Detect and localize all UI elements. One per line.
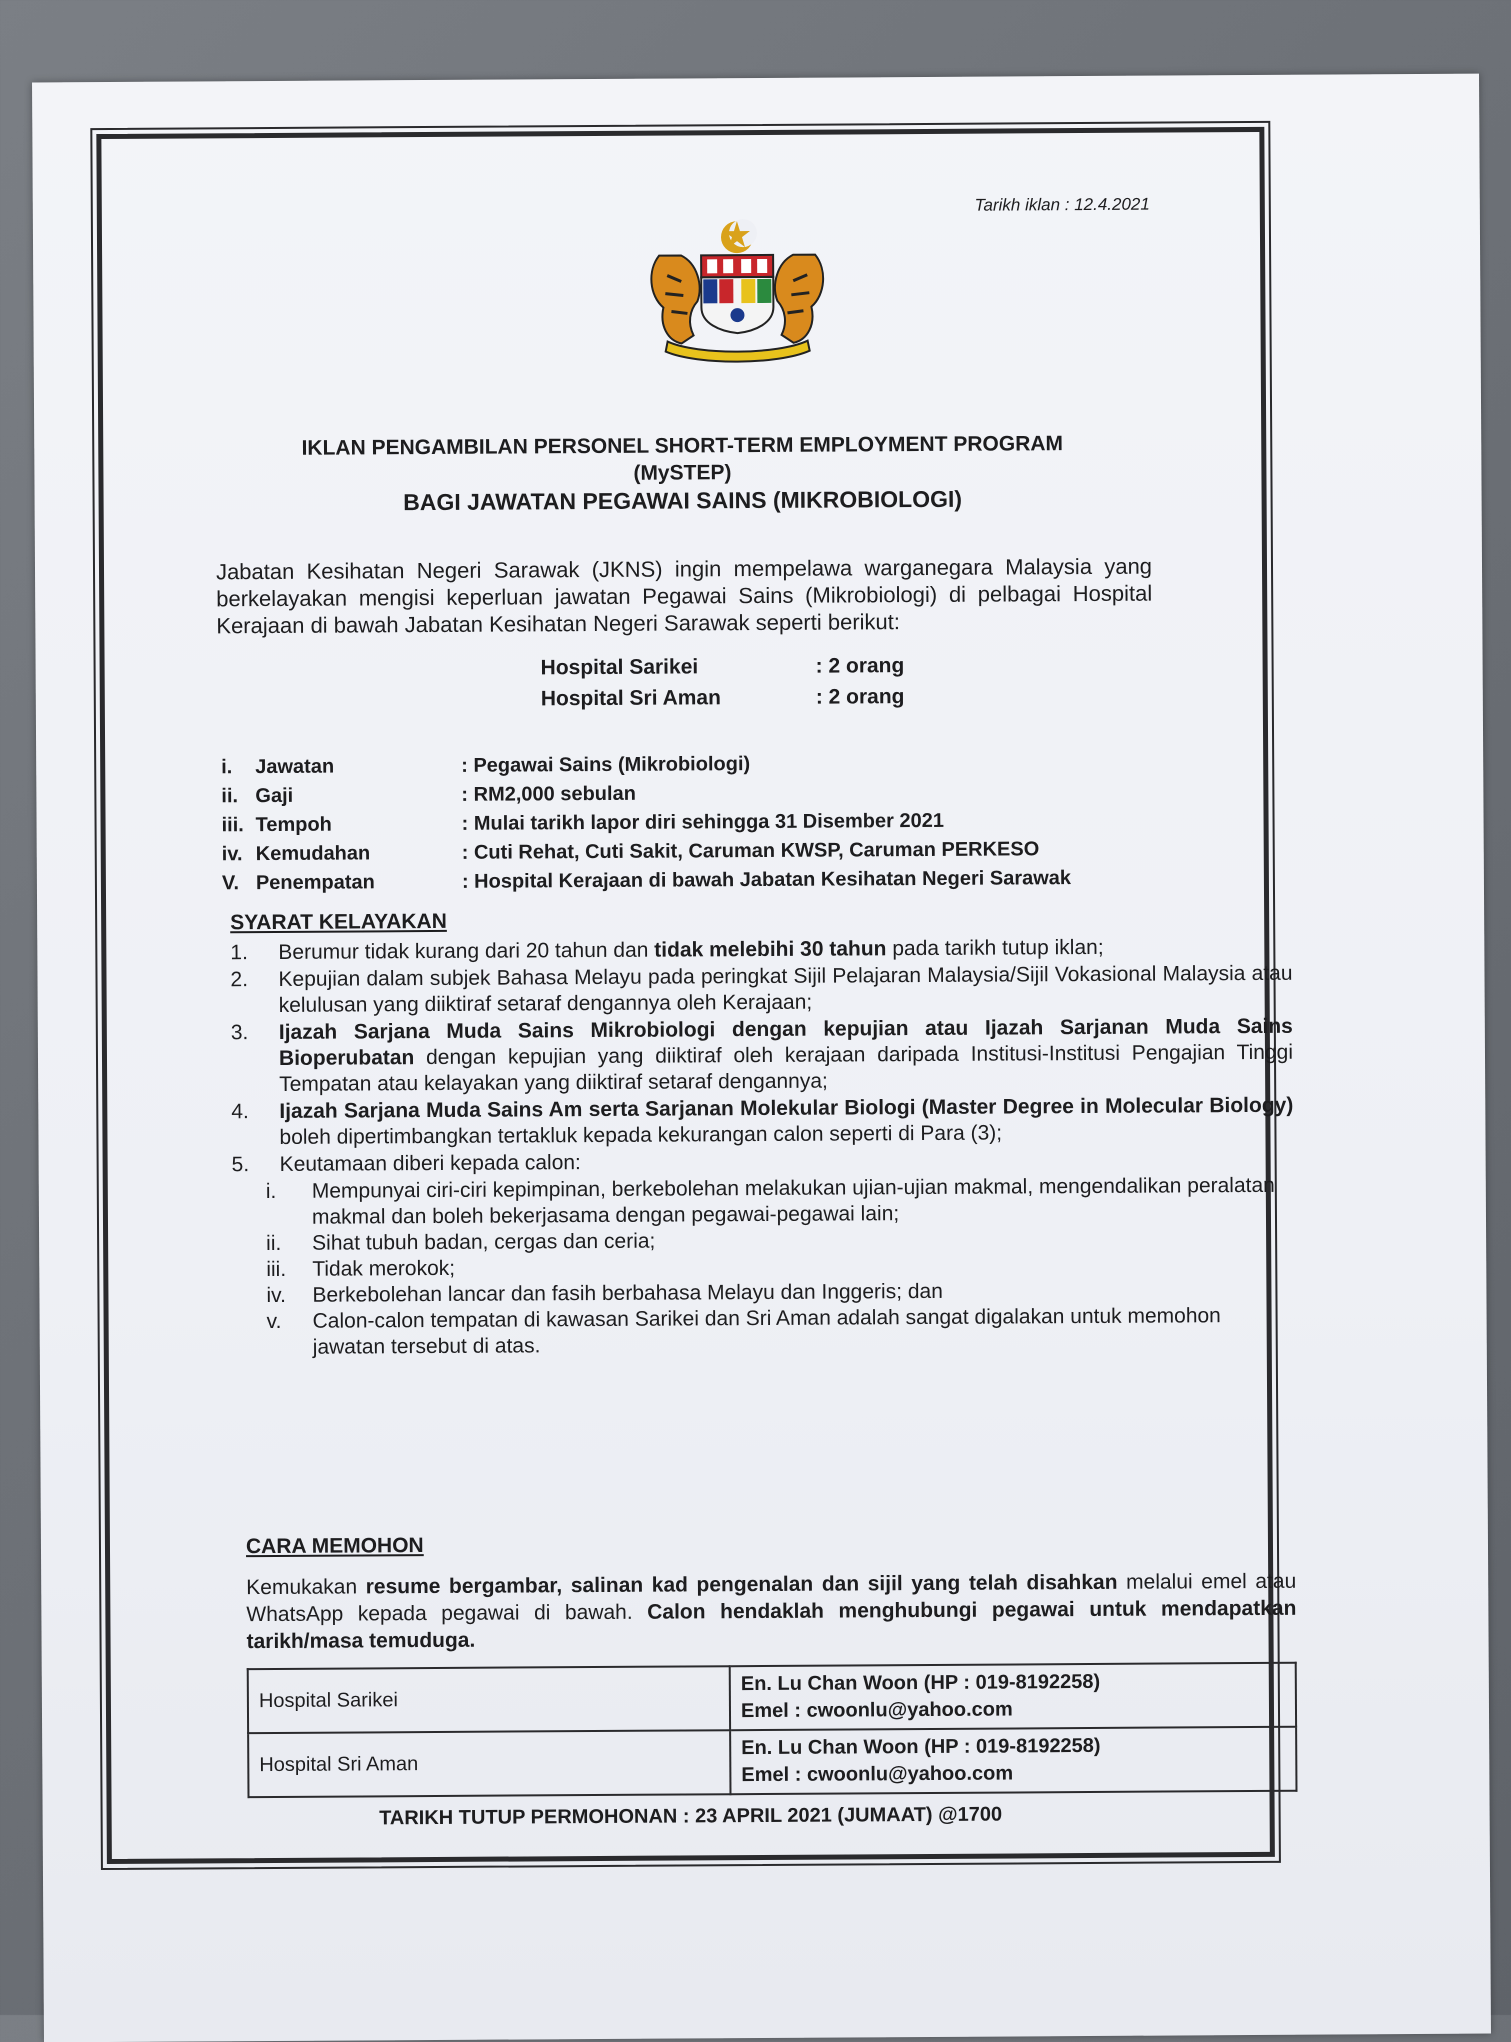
hospital-name: Hospital Sri Aman [540,686,721,711]
item-text-tail: boleh dipertimbangkan tertakluk kepada kekurangan calon seperti di Para (3); [279,1121,1003,1149]
apply-text-bold: resume bergambar, salinan kad pengenalan dan sijil yang telah disahkan [365,1570,1118,1599]
info-number: ii. [221,785,239,808]
item-text: Berumur tidak kurang dari 20 tahun dan [278,938,655,964]
contact-person: En. Lu Chan Woon (HP : 019-8192258) [740,1670,1101,1696]
vacancy-count: : 2 orang [815,654,905,678]
closing-date: TARIKH TUTUP PERMOHONAN : 23 APRIL 2021 (JUMAAT) @1700 [379,1803,1003,1830]
info-key: Gaji [255,784,294,808]
sub-item-text: Sihat tubuh badan, cergas dan ceria; [312,1229,656,1255]
contact-hospital: Hospital Sri Aman [248,1730,730,1797]
eligibility-heading: SYARAT KELAYAKAN [230,909,447,935]
sub-item-text: Tidak merokok; [312,1256,456,1281]
apply-text-bold: Calon hendaklah menghubungi pegawai untuk mendapatkan tarikh/masa temuduga. [246,1596,1297,1654]
announcement-title [103,430,1261,518]
intro-paragraph: Jabatan Kesihatan Negeri Sarawak (JKNS) ingin mempelawa warganegara Malaysia yang berkelayakan mengisi keperluan jawatan Pegawai Sains (Mikrobiologi) di pelbagai Hospital Kerajaan di bawah Jabatan Kesihatan Negeri Sarawak seperti berikut: [215,553,1153,639]
item-number: 1. [230,941,248,965]
eligibility-section [230,904,1295,1361]
list-item [230,961,1292,1019]
item-text-bold: Ijazah Sarjana Muda Sains Am serta Sarjanan Molekular Biologi (Master Degree in Molecular Biology) [279,1093,1294,1123]
info-value: : RM2,000 sebulan [461,782,636,806]
item-text-bold: Ijazah Sarjana Muda Sains Mikrobiologi dengan kepujian atau Ijazah Sarjanan Muda Sains Bioperubatan [278,1014,1293,1070]
contact-email: Emel : cwoonlu@yahoo.com [741,1762,1014,1787]
info-value: : Hospital Kerajaan di bawah Jabatan Kesihatan Negeri Sarawak [461,867,1072,893]
item-number: 5. [231,1153,250,1177]
contact-hospital: Hospital Sarikei [248,1666,730,1733]
info-key: Penempatan [255,871,375,895]
sub-item-text: Berkebolehan lancar dan fasih berbahasa Melayu dan Inggeris; dan [312,1279,943,1307]
hospital-vacancies [541,650,905,714]
info-value: : Pegawai Sains (Mikrobiologi) [461,753,751,777]
vacancy-count: : 2 orang [815,685,905,709]
sub-item-text: Mempunyai ciri-ciri kepimpinan, berkebolehan melakukan ujian-ujian makmal, mengendalikan peralatan makmal dan boleh bekerjasama dengan pegawai-pegawai lain; [311,1173,1275,1229]
sub-list-item [266,1173,1294,1231]
item-text: Keutamaan diberi kepada calon: [279,1151,581,1176]
how-to-apply-heading: CARA MEMOHON [245,1534,424,1559]
title-line-1: IKLAN PENGAMBILAN PERSONEL SHORT-TERM EMPLOYMENT PROGRAM [301,432,1064,460]
apply-text-part: melalui emel atau WhatsApp kepada pegawai di bawah. [246,1569,1297,1627]
sub-item-number: ii. [266,1231,282,1256]
item-text: Kepujian dalam subjek Bahasa Melayu pada peringkat Sijil Pelajaran Malaysia/Sijil Vokasional Malaysia atau kelulusan yang diiktiraf setaraf dengannya oleh Kerajaan; [278,961,1293,1017]
sub-item-number: iii. [266,1257,287,1282]
apply-text-part: Kemukakan [246,1575,366,1600]
contact-person: En. Lu Chan Woon (HP : 019-8192258) [741,1734,1101,1760]
vacancy-row [541,650,905,683]
item-text-tail: dengan kepujian yang diiktiraf oleh kerajaan daripada Institusi-Institusi Pengajian Tinggi Tempatan atau kelayakan yang diiktiraf setaraf dengannya; [279,1040,1294,1096]
info-key: Jawatan [255,755,335,779]
job-info-list [221,748,1071,898]
info-value: : Cuti Rehat, Cuti Sakit, Caruman KWSP, Caruman PERKESO [461,838,1040,864]
info-number: iii. [221,814,244,837]
title-line-2: (MySTEP) [633,461,732,485]
item-text-tail: pada tarikh tutup iklan; [886,935,1104,961]
item-number: 4. [231,1100,249,1124]
how-to-apply-text [246,1568,1296,1655]
sub-list-item [267,1303,1295,1361]
info-number: iv. [221,843,243,866]
info-value: : Mulai tarikh lapor diri sehingga 31 Disember 2021 [461,809,945,835]
info-key: Tempoh [255,813,332,837]
info-row [222,864,1071,898]
info-key: Kemudahan [255,842,371,866]
how-to-apply-section [246,1527,1297,1655]
contact-table [247,1662,1298,1798]
paper-sheet [32,74,1491,2042]
item-number: 2. [230,968,249,992]
contact-email: Emel : cwoonlu@yahoo.com [740,1698,1013,1723]
item-text-bold: tidak melebihi 30 tahun [654,937,887,962]
sub-item-number: i. [265,1179,277,1204]
contact-details [730,1727,1296,1794]
hospital-name: Hospital Sarikei [540,655,699,680]
table-row [248,1727,1296,1797]
vacancy-row [541,681,905,714]
sub-item-number: v. [266,1309,282,1334]
document-frame [96,127,1297,1864]
info-number: V. [221,872,240,895]
list-item [231,1093,1293,1151]
table-row [248,1663,1296,1733]
info-number: i. [221,756,233,779]
item-number: 3. [230,1021,249,1045]
title-line-3: BAGI JAWATAN PEGAWAI SAINS (MIKROBIOLOGI) [403,485,963,516]
sub-item-number: iv. [266,1283,286,1308]
list-item [231,1014,1293,1098]
ad-date: Tarikh iklan : 12.4.2021 [974,194,1150,215]
contact-details [730,1663,1296,1730]
sub-item-text: Calon-calon tempatan di kawasan Sarikei dan Sri Aman adalah sangat digalakan untuk memohon jawatan tersebut di atas. [312,1304,1221,1359]
coat-of-arms-icon [637,215,838,366]
